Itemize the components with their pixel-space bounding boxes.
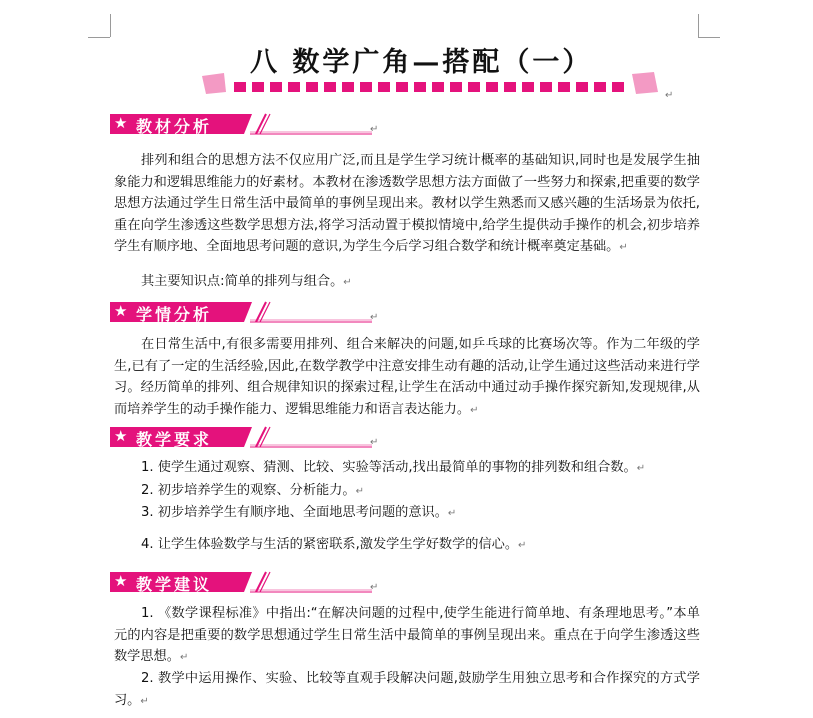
list-item — [141, 458, 701, 479]
section-title: 教材分析 — [136, 117, 213, 136]
section-header-suggestions — [110, 570, 410, 594]
body-paragraph — [114, 271, 700, 294]
paragraph-mark: ↵ — [636, 463, 646, 474]
section-header-analysis — [110, 112, 410, 136]
paragraph-mark: ↵ — [179, 652, 189, 663]
paragraph-text: 1. 《数学课程标准》中指出:“在解决问题的过程中,使学生能进行简单地、有条理地思考。”本单元的内容是把重要的数学思想通过学生日常生活中最简单的事例呈现出来。重点在于向学生渗透这些数学思想。 — [114, 606, 700, 664]
paragraph-mark: ↵ — [370, 437, 379, 448]
paragraph-mark: ↵ — [619, 242, 628, 253]
paragraph-text: 排列和组合的思想方法不仅应用广泛,而且是学生学习统计概率的基础知识,同时也是发展学生抽象能力和逻辑思维能力的好素材。本教材在渗透数学思想方法方面做了一些努力和探索,把重要的数学思想方法通过学生日常生活中最简单的事例呈现出来。教材以学生熟悉而又感兴趣的生活场景为依托,重在向学生渗透这些数学思想方法,将学习活动置于模拟情境中,给学生提供动手操作的机会,初步培养学生有顺序地、全面地思考问题的意识,为学生今后学习组合数学和统计概率奠定基础。 — [114, 153, 700, 254]
paragraph-mark: ↵ — [343, 277, 352, 288]
paragraph-mark: ↵ — [370, 582, 379, 593]
crop-mark-top-left-vertical — [110, 14, 111, 37]
paragraph-mark: ↵ — [518, 540, 527, 551]
paragraph-mark: ↵ — [370, 312, 379, 323]
body-paragraph — [114, 150, 700, 259]
body-paragraph — [114, 334, 700, 421]
section-header-students — [110, 300, 410, 324]
star-icon: ★ — [114, 302, 128, 320]
section-header-requirements — [110, 425, 410, 449]
page-title-text: 八 数学广角—搭配（一） — [250, 47, 593, 78]
paragraph-text: 其主要知识点:简单的排列与组合。 — [141, 274, 344, 289]
paragraph-mark: ↵ — [447, 508, 457, 519]
star-icon: ★ — [114, 114, 128, 132]
star-icon: ★ — [114, 427, 128, 445]
list-item-text: 1. 使学生通过观察、猜测、比较、实验等活动,找出最简单的事物的排列数和组合数。 — [141, 460, 637, 475]
section-title: 教学要求 — [136, 430, 213, 449]
paragraph-mark: ↵ — [665, 90, 674, 101]
list-item-text: 4. 让学生体验数学与生活的紧密联系,激发学生学好数学的信心。 — [141, 537, 519, 552]
paragraph-text: 在日常生活中,有很多需要用排列、组合来解决的问题,如乒乓球的比赛场次等。作为二年级的学生,已有了一定的生活经验,因此,在数学教学中注意安排生动有趣的活动,让学生通过这些活动来进行学习。经历简单的排列、组合规律知识的探索过程,让学生在活动中通过动手操作探究新知,发现规律,从而培养学生的动手操作能力、逻辑思维能力和语言表达能力。 — [114, 337, 700, 417]
list-item — [141, 481, 701, 502]
crop-mark-top-right-horizontal — [698, 37, 720, 38]
paragraph-text: 2. 教学中运用操作、实验、比较等直观手段解决问题,鼓励学生用独立思考和合作探究的方式学习。 — [114, 671, 700, 708]
list-item-text: 2. 初步培养学生的观察、分析能力。 — [141, 483, 356, 498]
paragraph-mark: ↵ — [470, 404, 479, 416]
paragraph-mark: ↵ — [370, 124, 379, 135]
list-item-text: 3. 初步培养学生有顺序地、全面地思考问题的意识。 — [141, 505, 448, 520]
paragraph-mark: ↵ — [140, 695, 149, 707]
section-title: 教学建议 — [136, 575, 213, 594]
crop-mark-top-left-horizontal — [88, 37, 110, 38]
crop-mark-top-right-vertical — [698, 14, 699, 37]
body-paragraph — [114, 603, 700, 669]
list-item — [141, 503, 701, 524]
paragraph-mark: ↵ — [355, 486, 364, 497]
star-icon: ★ — [114, 572, 128, 590]
list-item — [141, 535, 701, 556]
body-paragraph — [114, 668, 700, 712]
section-title: 学情分析 — [136, 305, 213, 324]
title-decoration — [200, 70, 670, 98]
